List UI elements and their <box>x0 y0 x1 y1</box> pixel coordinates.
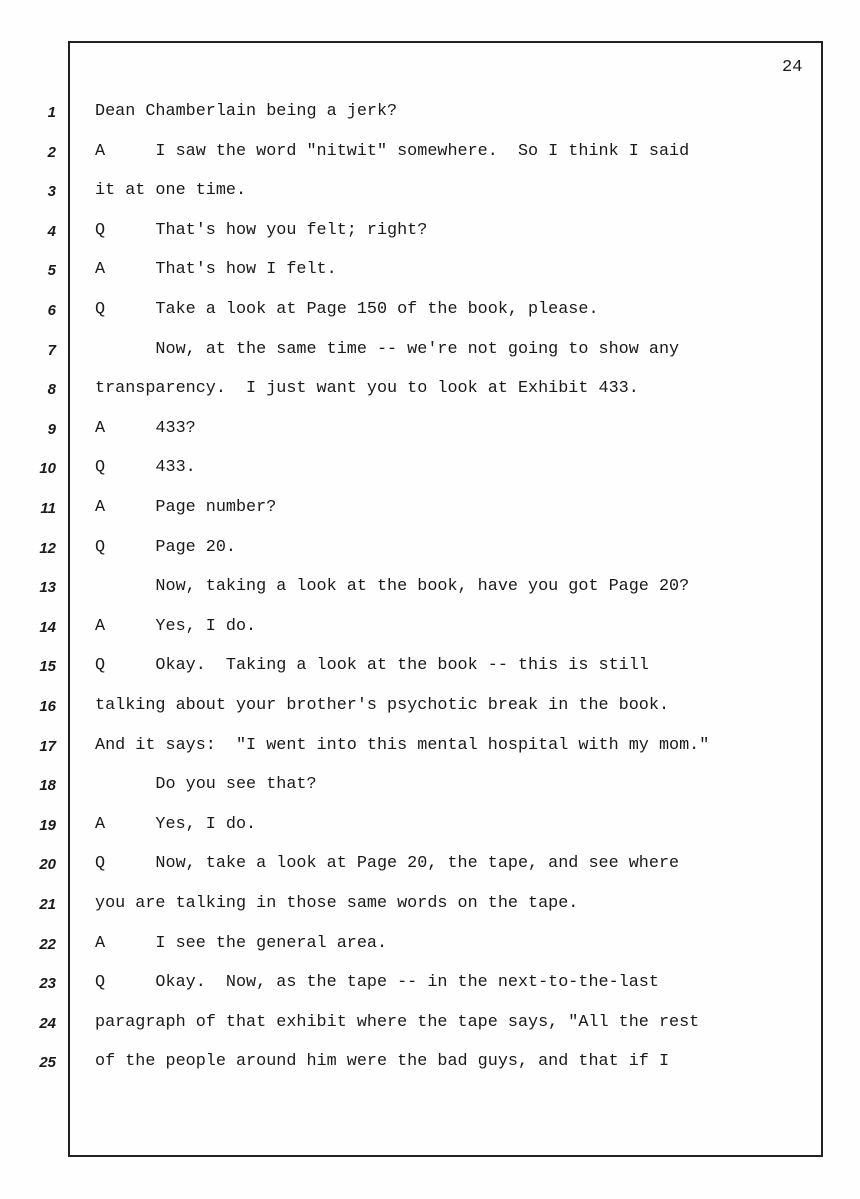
line-number: 3 <box>47 183 56 201</box>
line-number: 10 <box>39 460 56 478</box>
line-number: 13 <box>39 579 56 597</box>
transcript-line: Q Okay. Now, as the tape -- in the next-to-the-last <box>95 973 659 993</box>
line-number: 9 <box>47 420 56 438</box>
transcript-line: A That's how I felt. <box>95 260 337 280</box>
transcript-line: A 433? <box>95 418 196 438</box>
transcript-line: Q Take a look at Page 150 of the book, please. <box>95 300 599 319</box>
transcript-line: A I see the general area. <box>95 933 388 953</box>
line-number: 15 <box>39 658 56 676</box>
line-number: 5 <box>47 262 56 280</box>
transcript-line: you are talking in those same words on the tape. <box>95 894 579 913</box>
transcript-line: Q Okay. Taking a look at the book -- this is still <box>95 656 649 676</box>
transcript-line: Q That's how you felt; right? <box>95 220 428 240</box>
line-number: 2 <box>47 143 56 161</box>
page-number: 24 <box>782 58 803 77</box>
transcript-line: Q Now, take a look at Page 20, the tape, and see where <box>95 854 680 874</box>
transcript-line: Q 433. <box>95 458 196 478</box>
line-number: 8 <box>47 381 56 399</box>
line-number: 16 <box>39 698 56 715</box>
line-number: 17 <box>39 737 56 755</box>
transcript-line: it at one time. <box>95 181 247 201</box>
transcript-line: paragraph of that exhibit where the tape says, "All the rest <box>95 1012 700 1032</box>
line-number: 21 <box>39 896 56 913</box>
line-number: 4 <box>47 222 56 240</box>
line-number: 19 <box>39 816 56 834</box>
line-number: 25 <box>39 1054 56 1072</box>
line-number: 22 <box>39 935 56 953</box>
transcript-line: Now, taking a look at the book, have you got Page 20? <box>95 577 690 597</box>
transcript-line: talking about your brother's psychotic break in the book. <box>95 696 670 715</box>
transcript-line: Q Page 20. <box>95 537 236 557</box>
line-number: 6 <box>47 302 56 319</box>
line-number: 23 <box>39 975 56 993</box>
transcript-line: of the people around him were the bad guys, and that if I <box>95 1052 670 1072</box>
transcript-line: A I saw the word "nitwit" somewhere. So I think I said <box>95 141 690 161</box>
transcript-line: Do you see that? <box>95 775 317 795</box>
line-number: 7 <box>47 341 56 359</box>
line-number: 20 <box>39 856 56 874</box>
transcript-line: A Yes, I do. <box>95 616 257 636</box>
transcript-line: Now, at the same time -- we're not going to show any <box>95 339 680 359</box>
transcript-line: And it says: "I went into this mental hospital with my mom." <box>95 735 710 755</box>
line-number: 14 <box>39 618 56 636</box>
transcript-line: A Page number? <box>95 498 277 517</box>
line-number: 24 <box>39 1014 56 1032</box>
line-number: 1 <box>47 104 56 121</box>
transcript-line: A Yes, I do. <box>95 814 257 834</box>
line-number: 12 <box>39 539 56 557</box>
line-number: 11 <box>40 500 56 517</box>
transcript-line: transparency. I just want you to look at Exhibit 433. <box>95 379 639 399</box>
line-number: 18 <box>39 777 56 795</box>
transcript-line: Dean Chamberlain being a jerk? <box>95 102 398 121</box>
